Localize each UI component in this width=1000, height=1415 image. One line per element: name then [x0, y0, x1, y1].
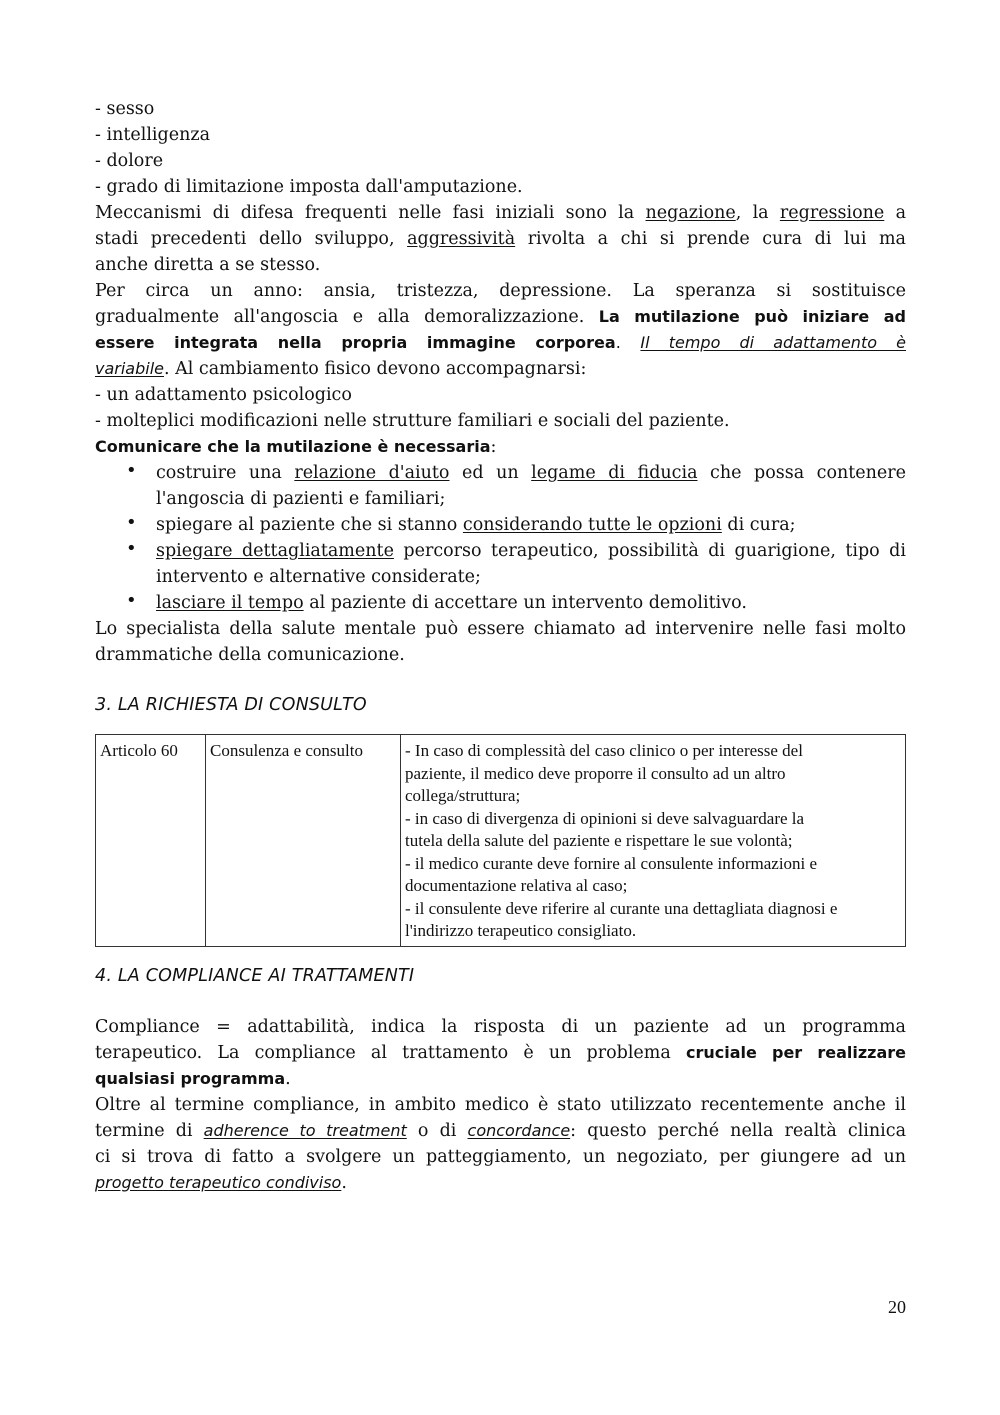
underlined-term: lasciare il tempo: [156, 593, 304, 613]
communicate-section: [95, 434, 906, 668]
bold-phrase: La mutilazione può iniziare ad: [598, 307, 906, 326]
underlined-term: aggressività: [407, 229, 516, 249]
page-number: 20: [888, 1297, 906, 1317]
bullet-item: • spiegare dettagliatamente percorso terapeutico, possibilità di guarigione, tipo di intervento e alternative considerate;: [95, 538, 906, 590]
table-row: [96, 735, 906, 947]
bullet-item: • lasciare il tempo al paziente di accettare un intervento demolitivo.: [95, 590, 906, 616]
text-line: Meccanismi di difesa frequenti nelle fasi iniziali sono la negazione, la regressione a: [95, 203, 906, 223]
text-line: Compliance = adattabilità, indica la risposta di un paziente ad un programma: [95, 1016, 906, 1037]
adaptation-paragraph: [95, 278, 906, 434]
text-line: Lo specialista della salute mentale può essere chiamato ad intervenire nelle fasi molto: [95, 619, 906, 639]
text-line: terapeutico. La compliance al trattamento è un problema cruciale per realizzare: [95, 1042, 906, 1063]
italic-underlined-phrase: Il tempo di adattamento è: [640, 333, 906, 352]
underlined-term: relazione d'aiuto: [294, 463, 450, 483]
text-line: termine di adherence to treatment o di concordance: questo perché nella realtà clinica: [95, 1120, 907, 1141]
italic-underlined-term: concordance: [467, 1120, 571, 1140]
table-cell-title: Consulenza e consulto: [206, 735, 401, 947]
defense-paragraph: [95, 200, 906, 278]
italic-underlined-term: progetto terapeutico condiviso: [95, 1172, 342, 1192]
section-heading: 4. LA COMPLIANCE AI TRATTAMENTI: [95, 965, 415, 986]
text-line: gradualmente all'angoscia e alla demoralizzazione. La mutilazione può iniziare ad: [95, 307, 906, 327]
list-item: - intelligenza: [95, 125, 211, 145]
text-line: stadi precedenti dello sviluppo, aggressività rivolta a chi si prende cura di lui ma: [95, 229, 906, 249]
bold-heading: Comunicare che la mutilazione è necessaria:: [95, 437, 497, 457]
factor-list: [95, 96, 906, 200]
text-line: qualsiasi programma.: [95, 1068, 291, 1089]
text-line: progetto terapeutico condiviso.: [95, 1172, 347, 1193]
list-item: - un adattamento psicologico: [95, 385, 352, 405]
underlined-term: legame di fiducia: [531, 463, 698, 483]
bold-phrase: essere integrata nella propria immagine corporea: [95, 333, 616, 352]
underlined-term: considerando tutte le opzioni: [462, 515, 722, 535]
bold-phrase: qualsiasi programma: [95, 1068, 286, 1088]
text-line: Per circa un anno: ansia, tristezza, depressione. La speranza si sostituisce: [95, 281, 906, 301]
list-item: - sesso: [95, 99, 155, 119]
ethics-code-table: [95, 734, 906, 947]
list-item: - dolore: [95, 151, 164, 171]
bullet-item: • costruire una relazione d'aiuto ed un legame di fiducia che possa contenere l'angoscia di pazienti e familiari;: [95, 460, 906, 512]
text-line: essere integrata nella propria immagine corporea. Il tempo di adattamento è: [95, 333, 906, 352]
underlined-term: negazione: [645, 203, 736, 223]
text-line: drammatiche della comunicazione.: [95, 645, 405, 665]
list-item: - grado di limitazione imposta dall'amputazione.: [95, 177, 523, 197]
table-cell-content: - In caso di complessità del caso clinico o per interesse del paziente, il medico deve proporre il consulto ad un altro collega/struttura; - in caso di divergenza di opinioni si deve salvaguardare la tutela della salute del paziente e rispettare le sue volontà; - il medico curante deve fornire al consulente informazioni e documentazione relativa al caso; - il consulente deve riferire al curante una dettagliata diagnosi e l'indirizzo terapeutico consigliato.: [401, 735, 906, 947]
table-cell-article: Articolo 60: [96, 735, 206, 947]
text-line: ci si trova di fatto a svolgere un patteggiamento, un negoziato, per giungere ad un: [95, 1146, 906, 1167]
italic-underlined-phrase: variabile: [95, 359, 164, 378]
list-item: - molteplici modificazioni nelle strutture familiari e sociali del paziente.: [95, 411, 730, 431]
text-line: anche diretta a se stesso.: [95, 255, 321, 275]
text-line: variabile. Al cambiamento fisico devono accompagnarsi:: [95, 359, 587, 379]
section-heading: 3. LA RICHIESTA DI CONSULTO: [95, 695, 367, 715]
page-content: [95, 96, 906, 1196]
bold-phrase: cruciale per realizzare: [685, 1042, 906, 1062]
bullet-item: • spiegare al paziente che si stanno considerando tutte le opzioni di cura;: [95, 512, 906, 538]
italic-underlined-term: adherence to treatment: [203, 1120, 407, 1140]
text-line: Oltre al termine compliance, in ambito medico è stato utilizzato recentemente anche il: [95, 1094, 906, 1115]
underlined-term: regressione: [779, 203, 885, 223]
bullet-list: [95, 460, 906, 616]
compliance-paragraph: [95, 1014, 906, 1196]
underlined-term: spiegare dettagliatamente: [156, 541, 394, 561]
